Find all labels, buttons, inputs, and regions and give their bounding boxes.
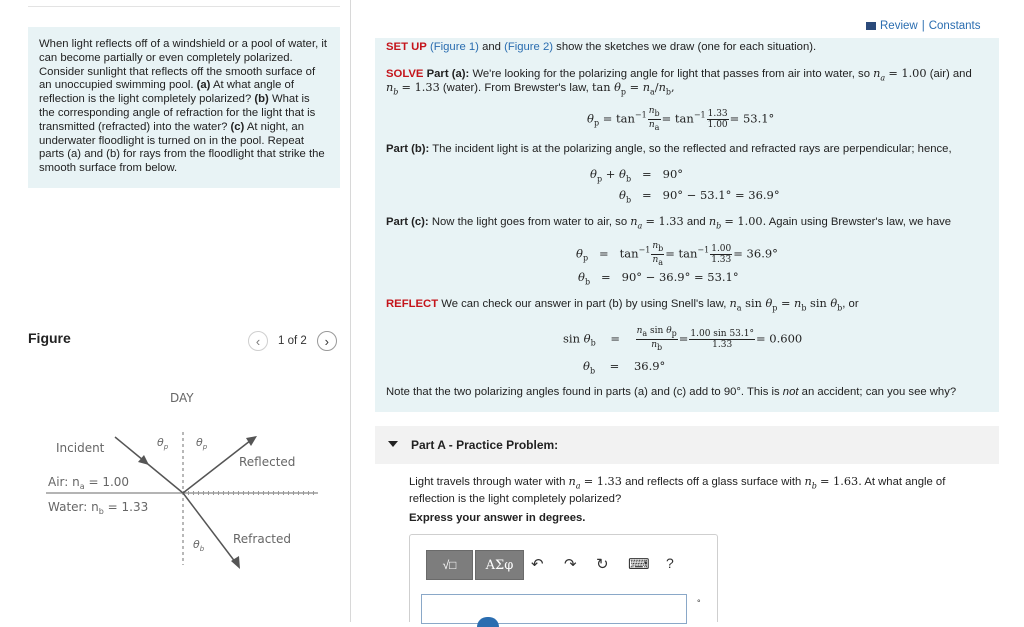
refracted-label: Refracted xyxy=(233,532,291,546)
greek-symbols-button[interactable]: ΑΣφ xyxy=(475,550,524,580)
equation-part-c-1: $\theta_p = \tan^{-1}$ $\frac{n_b}{n_a}$ = $\tan^{-1}$ $\frac{1.00}{1.33}$ = 36.9° xyxy=(576,241,778,267)
figure-title: DAY xyxy=(170,391,194,405)
review-icon xyxy=(866,22,876,30)
air-word: (air) and xyxy=(929,68,972,80)
part-a-text: We're looking for the polarizing angle for light that passes from air into water, so xyxy=(472,68,870,80)
theta-b-label: $\theta_b$ xyxy=(193,538,205,553)
solve-label: SOLVE xyxy=(386,68,424,80)
water-label: Water: $n_b = 1.33$ xyxy=(48,500,149,516)
caret-down-icon[interactable] xyxy=(388,441,398,447)
solve-line-2: $n_b = 1.33$ (water). From Brewster's law, $\tan \theta_p = n_a/n_b$, xyxy=(386,81,675,97)
part-c-text: Now the light goes from water to air, so xyxy=(431,216,628,228)
part-b-line xyxy=(386,143,952,157)
separator: | xyxy=(921,20,925,32)
part-a-header[interactable] xyxy=(375,426,999,464)
figure2-link[interactable]: (Figure 2) xyxy=(504,41,554,53)
part-c-text-2: Again using Brewster's law, we have xyxy=(768,216,952,228)
figure-pager xyxy=(248,331,337,351)
constants-link[interactable]: Constants xyxy=(928,20,981,32)
nb-value: = 1.33 xyxy=(401,81,440,94)
incident-label: Incident xyxy=(56,441,105,455)
reflect-label: REFLECT xyxy=(386,298,439,310)
part-a-title: Part A - Practice Problem: xyxy=(411,438,559,452)
templates-button[interactable]: √□ xyxy=(426,550,473,580)
and-text: and xyxy=(482,41,501,53)
reset-icon[interactable]: ↻ xyxy=(596,556,609,573)
equation-reflect-2: $\theta_b$ = 36.9° xyxy=(583,359,666,376)
equation-part-b-2: $\theta_b = 90^\circ - 53.1^\circ = 36.9^\circ$ xyxy=(619,188,780,205)
solve-line-1: SOLVE Part (a): We're looking for the polarizing angle for light that passes from air into water, so $n_a = 1.00$ (air) and xyxy=(386,67,972,83)
na-value: = 1.00 xyxy=(888,67,927,80)
setup-line xyxy=(386,41,816,55)
equation-part-c-2: $\theta_b = 90^\circ - 36.9^\circ = 53.1^\circ$ xyxy=(578,270,739,287)
solution-panel xyxy=(375,38,999,412)
reflected-arrow-icon xyxy=(246,436,257,446)
unit-label: ° xyxy=(697,598,701,608)
chevron-left-icon[interactable]: ‹ xyxy=(248,331,268,351)
figure1-link[interactable]: (Figure 1) xyxy=(429,41,479,53)
part-c-text: At night, an underwater floodlight is turned on in the pool. Repeat parts (a) and (b) for rays from the floodlight that strike the smooth surface from below. xyxy=(39,120,325,175)
chevron-right-icon[interactable]: › xyxy=(317,331,337,351)
air-label: Air: $n_a = 1.00$ xyxy=(48,475,130,491)
problem-statement xyxy=(28,27,340,188)
part-b-text: What is the corresponding angle of refraction for the light that is transmitted (refracted) into the water? xyxy=(39,93,316,133)
refracted-ray xyxy=(183,493,239,567)
keyboard-icon[interactable]: ⌨ xyxy=(628,556,650,573)
pager-text: 1 of 2 xyxy=(278,335,307,347)
part-a-label: Part (a): xyxy=(426,68,470,80)
help-icon[interactable]: ? xyxy=(666,555,674,571)
review-link[interactable]: Review xyxy=(880,20,918,32)
reflected-label: Reflected xyxy=(239,455,296,469)
part-c-label: Part (c): xyxy=(386,216,429,228)
undo-icon[interactable]: ↶ xyxy=(531,556,544,573)
part-b-marker: (b) xyxy=(254,93,269,106)
part-c-line: Part (c): Now the light goes from water to air, so $n_a = 1.33$ and $n_b = 1.00$. Again using Brewster's law, we have xyxy=(386,215,952,231)
reflect-line: REFLECT We can check our answer in part (b) by using Snell's law, $n_a$ $\sin \theta_p = n_b$ $\sin \theta_b$, or xyxy=(386,297,859,313)
divider xyxy=(28,6,340,7)
reflect-text: We can check our answer in part (b) by using Snell's law, xyxy=(441,298,727,310)
equation-reflect-1: $\sin \theta_b$ = $\frac{n_a \sin \theta_p}{n_b}$ = $\frac{1.00 \sin 53.1^\circ}{1.33}$ = 0.600 xyxy=(563,326,803,352)
theta-p-label-right: $\theta_p$ xyxy=(196,436,208,451)
column-divider xyxy=(350,0,351,622)
math-toolbar xyxy=(426,550,524,580)
setup-label: SET UP xyxy=(386,41,427,53)
redo-icon[interactable]: ↷ xyxy=(564,556,577,573)
part-a-question: Light travels through water with $n_a = 1.33$ and reflects off a glass surface with $n_b = 1.63$. At what angle of reflection is the light completely polarized? xyxy=(409,475,946,506)
part-c-marker: (c) xyxy=(230,120,245,133)
figure-label: Figure xyxy=(28,330,71,346)
water-word: (water). From Brewster's law, xyxy=(442,82,589,94)
problem-intro: When light reflects off of a windshield or a pool of water, it can become partially or even completely polarized. Consider sunlight that reflects off the smooth surface of an unoccupied swimming pool. xyxy=(39,38,328,92)
equation-part-a: $\theta_p = \tan^{-1}$ $\frac{n_b}{n_a}$ = $\tan^{-1}$ $\frac{1.33}{1.00}$ = 53.1° xyxy=(587,106,775,132)
setup-text: show the sketches we draw (one for each situation). xyxy=(556,41,817,53)
figure-diagram xyxy=(40,380,330,580)
review-constants-links xyxy=(866,20,981,32)
part-a-instruction: Express your answer in degrees. xyxy=(409,512,586,524)
part-a-text: At what angle of reflection is the light completely polarized? xyxy=(39,79,294,106)
problem-column xyxy=(0,0,350,622)
part-b-text: The incident light is at the polarizing angle, so the reflected and refracted rays are perpendicular; hence, xyxy=(432,143,952,155)
theta-p-label-left: $\theta_p$ xyxy=(157,436,169,451)
part-a-marker: (a) xyxy=(196,79,211,92)
answer-input[interactable] xyxy=(421,594,687,624)
equation-part-b-1: $\theta_p + \theta_b = 90^\circ$ xyxy=(590,167,684,184)
part-b-label: Part (b): xyxy=(386,143,430,155)
note-line: Note that the two polarizing angles found in parts (a) and (c) add to 90°. This is not an accident; can you see why? xyxy=(386,386,957,398)
